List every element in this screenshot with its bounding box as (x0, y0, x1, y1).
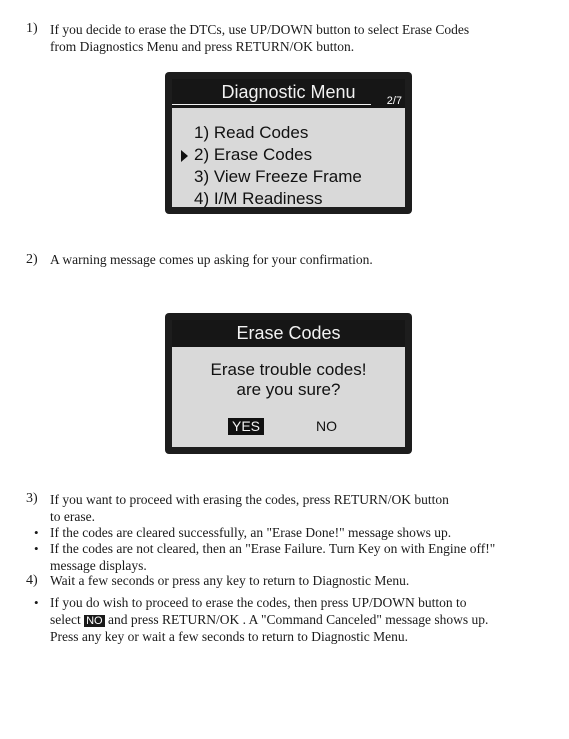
title-underline (172, 104, 371, 105)
step-2-number: 2) (26, 252, 38, 267)
page-indicator: 2/7 (386, 95, 402, 107)
step-4-text: Wait a few seconds or press any key to return to Diagnostic Menu. (50, 573, 410, 588)
step-3-line-1: If you want to proceed with erasing the codes, press RETURN/OK button (50, 492, 449, 507)
erase-prompt-line-1: Erase trouble codes! (210, 360, 367, 379)
step-4-bullet-line-1: If you do wish to proceed to erase the codes, then press UP/DOWN button to (50, 595, 467, 610)
menu-title: Diagnostic Menu (221, 82, 356, 102)
step-3-number: 3) (26, 491, 38, 506)
menu-item-read-codes[interactable]: 1) Read Codes (194, 123, 309, 142)
step-4-bullet (50, 595, 550, 646)
step-4-bullet-line-3: Press any key or wait a few seconds to return to Diagnostic Menu. (50, 629, 409, 644)
step-3-bullet-2 (50, 541, 550, 574)
menu-title-bar (172, 79, 405, 108)
step-3-bullet-1: If the codes are cleared successfully, an "Erase Done!" message shows up. (50, 525, 452, 540)
menu-item-view-freeze-frame[interactable]: 3) View Freeze Frame (194, 167, 362, 186)
erase-title: Erase Codes (236, 323, 341, 343)
step-1-line-1: If you decide to erase the DTCs, use UP/DOWN button to select Erase Codes (50, 22, 470, 37)
step-4-number: 4) (26, 573, 38, 588)
lcd-diagnostic-menu (165, 72, 412, 214)
step-1-text (50, 22, 550, 55)
step-4-bullet-line-2 (50, 612, 550, 630)
bullet-icon: • (34, 541, 39, 556)
step-3-bullet-2-line-2: message displays. (50, 557, 147, 573)
lcd-erase-codes (165, 313, 412, 454)
yes-option[interactable]: YES (228, 418, 264, 435)
bullet-icon: • (34, 595, 39, 610)
menu-item-erase-codes[interactable]: 2) Erase Codes (194, 145, 313, 164)
selection-cursor-icon (181, 150, 188, 162)
bullet-icon: • (34, 525, 39, 540)
step-1-line-2: from Diagnostics Menu and press RETURN/OK button. (50, 38, 355, 54)
no-option[interactable]: NO (316, 418, 337, 434)
step-1-number: 1) (26, 21, 38, 36)
lcd-screen (172, 320, 405, 447)
step-4-bullet-line-2-post: and press RETURN/OK . A "Command Canceled" message shows up. (107, 611, 489, 627)
step-3-text (50, 492, 550, 525)
step-4-bullet-line-2-pre: select (50, 611, 81, 627)
erase-title-bar (172, 320, 405, 347)
menu-item-im-readiness[interactable]: 4) I/M Readiness (194, 189, 323, 208)
step-3-bullet-2-line-1: If the codes are not cleared, then an "Erase Failure. Turn Key on with Engine off!" (50, 541, 496, 556)
lcd-screen (172, 79, 405, 207)
erase-prompt-line-2: are you sure? (236, 380, 341, 399)
step-3-line-2: to erase. (50, 508, 95, 524)
step-2-text: A warning message comes up asking for your confirmation. (50, 252, 373, 267)
no-key-label: NO (86, 614, 103, 627)
